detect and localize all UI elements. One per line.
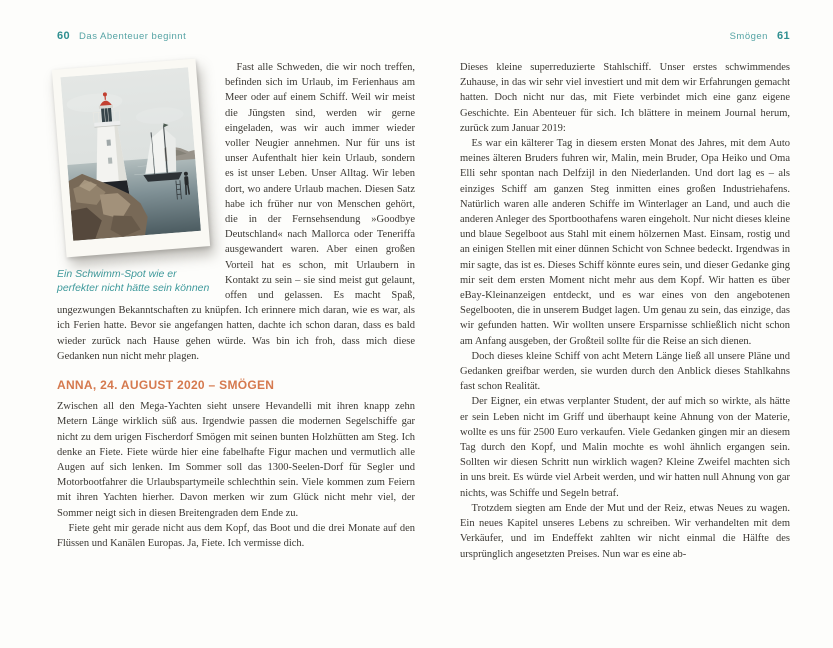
photo-block xyxy=(57,60,225,295)
running-header-left xyxy=(57,30,415,44)
paragraph: Dieses kleine superreduzierte Stahlschiff. Unser erstes schwimmendes Zuhause, in das wir sehr viel investiert und mit dem wir Erfahrungen gemacht hatten. Doch nicht nur das, mit Fiete verbindet mich eine ganz eigene Geschichte. Ein Abenteuer für sich. Ich blättere in meinem Journal herum, zurück zum Januar 2019: xyxy=(460,62,790,134)
section-heading: ANNA, 24. AUGUST 2020 – SMÖGEN xyxy=(57,378,275,393)
right-page-body xyxy=(460,60,790,562)
paragraph: Fiete geht mir gerade nicht aus dem Kopf, das Boot und die drei Monate auf den Flüssen und Kanälen Europas. Ja, Fiete. Ich vermisse dich. xyxy=(57,522,415,550)
lantern-room xyxy=(101,107,112,122)
paragraph: Zwischen all den Mega-Yachten sieht unsere Hevandelli mit ihren knapp zehn Metern Länge wirklich süß aus. Irgendwie passen die modernen Segelschiffe gar nicht zu dem urigen Fischerdorf Smögen mit seinen bunten Holzhütten am Steg. Ich denke an Fiete. Fiete würde hier eine fabelhafte Figur machen und vermutlich alle Augen auf sich lenken. Im Sommer soll das 1300-Seelen-Dorf für Segler und Motorbootfahrer die Urlaubspartymeile schlechthin sein. Viele kommen zum Feiern mit ihren Yachten hierher. Davon merken wir zum Glück nicht mehr viel, der Sommer neigt sich in diesen Breitengraden dem Ende zu. xyxy=(57,401,415,519)
page-number: 61 xyxy=(776,30,790,42)
lighthouse-photo-image xyxy=(60,67,200,241)
paragraph: Es war ein kälterer Tag in diesem ersten Monat des Jahres, mit dem Auto meines älteren Bruders fuhren wir, Malin, mein Bruder, Opa Heiko und Oma Elli sehr spontan nach Delfzijl in den Niederlanden. Und dort lag es – als einziges Schiff am ganzen Steg inmitten eines großen Industriehafens. Natürlich waren alle anderen Schiffe im Winterlager an Land, und auch die anderen Anleger des Sportboothafens waren eingeholt. Nur nicht dieses kleine und blaue Segelboot aus Stahl mit einem hölzernen Mast. Einsam, rostig und an einigen Stellen mit einer dünnen Schicht von Schnee bedeckt. Irgendwas in mir sagte, das ist es. Dieses Schiff könnte eures sein, und dieser Gedanke ging mir seit dem ersten Moment nicht mehr aus dem Kopf. Wir hatten es über eBay-Kleinanzeigen entdeckt, und es war eines von den angebotenen Segelbooten, die in unserem Budget lagen. Um genau zu sein, das einzige, das wir gefunden hatten. Wir wollten unsere Ersparnisse schließlich nicht schon am Anfang ausgeben, der Großteil sollte für die Reise an sich dienen. xyxy=(460,138,790,347)
running-title: Das Abenteuer beginnt xyxy=(79,31,187,42)
page-left xyxy=(57,30,415,562)
lighthouse-photo xyxy=(52,59,210,258)
page-number: 60 xyxy=(57,30,71,42)
paragraph: Fast alle Schweden, die wir noch treffen, befinden sich im Urlaub, im Ferienhaus am Meer oder auf einem Schiff. Weil wir meist die Jüngsten sind, werden wir gerne eingeladen, was wir auch immer wieder voller Neugier annehmen. Nur für uns ist unser Aufenthalt hier kein Urlaub, sondern es ist unser Leben. Unser Alltag. Wir leben dort, wo andere Urlaub machen. Diesen Satz habe ich früher nur von Menschen gehört, die in der Fernsehsendung »Goodbye Deutschland« nach Mallorca oder Teneriffa ausgewandert waren. Aber einen großen Vorteil hat es schon, mit Urlaubern in Kontakt zu sein – sie sind meist gut gelaunt, offen und gelassen. Es macht Spaß, ungezwungen Bekanntschaften zu knüpfen. Ich erinnere mich daran, wie es war, als ich Ferien hatte. Bevor sie angefangen hatten, dachte ich schon daran, dass es bald wieder zurück nach Hause gehen würde. Was bin ich froh, dass mich diese Gedanken nun nicht mehr plagen. xyxy=(57,62,415,362)
running-title: Smögen xyxy=(729,31,768,42)
paragraph: Doch dieses kleine Schiff von acht Metern Länge ließ all unsere Pläne und Gedanken greifbar werden, sie wurden durch den Anblick dieses Stahlkahns fast schon Realität. xyxy=(460,350,790,393)
tower-window xyxy=(107,140,111,146)
photo-caption: Ein Schwimm-Spot wie er perfekter nicht hätte sein können xyxy=(57,268,210,294)
paragraph: Trotzdem siegten am Ende der Mut und der Reiz, etwas Neues zu wagen. Ein neues Kapitel unseres Lebens zu schreiben. Wir verhandelten mit dem Verkäufer, und im Endeffekt zahlten wir nicht einmal die Hälfte des ursprünglich angesetzten Preises. Nun war es eine ab- xyxy=(460,502,790,560)
left-page-body xyxy=(57,60,415,551)
tower-window xyxy=(108,157,112,163)
page-right xyxy=(460,30,790,562)
running-header-right xyxy=(460,30,790,44)
paragraph: Der Eigner, ein etwas verplanter Student, der auf mich so wirkte, als hätte er sein Leben nicht im Griff und überhaupt keine Ahnung von der Materie, wollte es uns für 2500 Euro verkaufen. Viele Gedanken gingen mir an diesem Tag durch den Kopf, und Malin mochte es wohl ähnlich ergangen sein. Sollten wir diesen Schritt nun wirklich wagen? Kleine Zweifel machten sich in uns breit. Es würde viel Arbeit werden, und wir hatten null Ahnung von gar nichts, was Schiffe und Segeln betraf. xyxy=(460,396,790,499)
